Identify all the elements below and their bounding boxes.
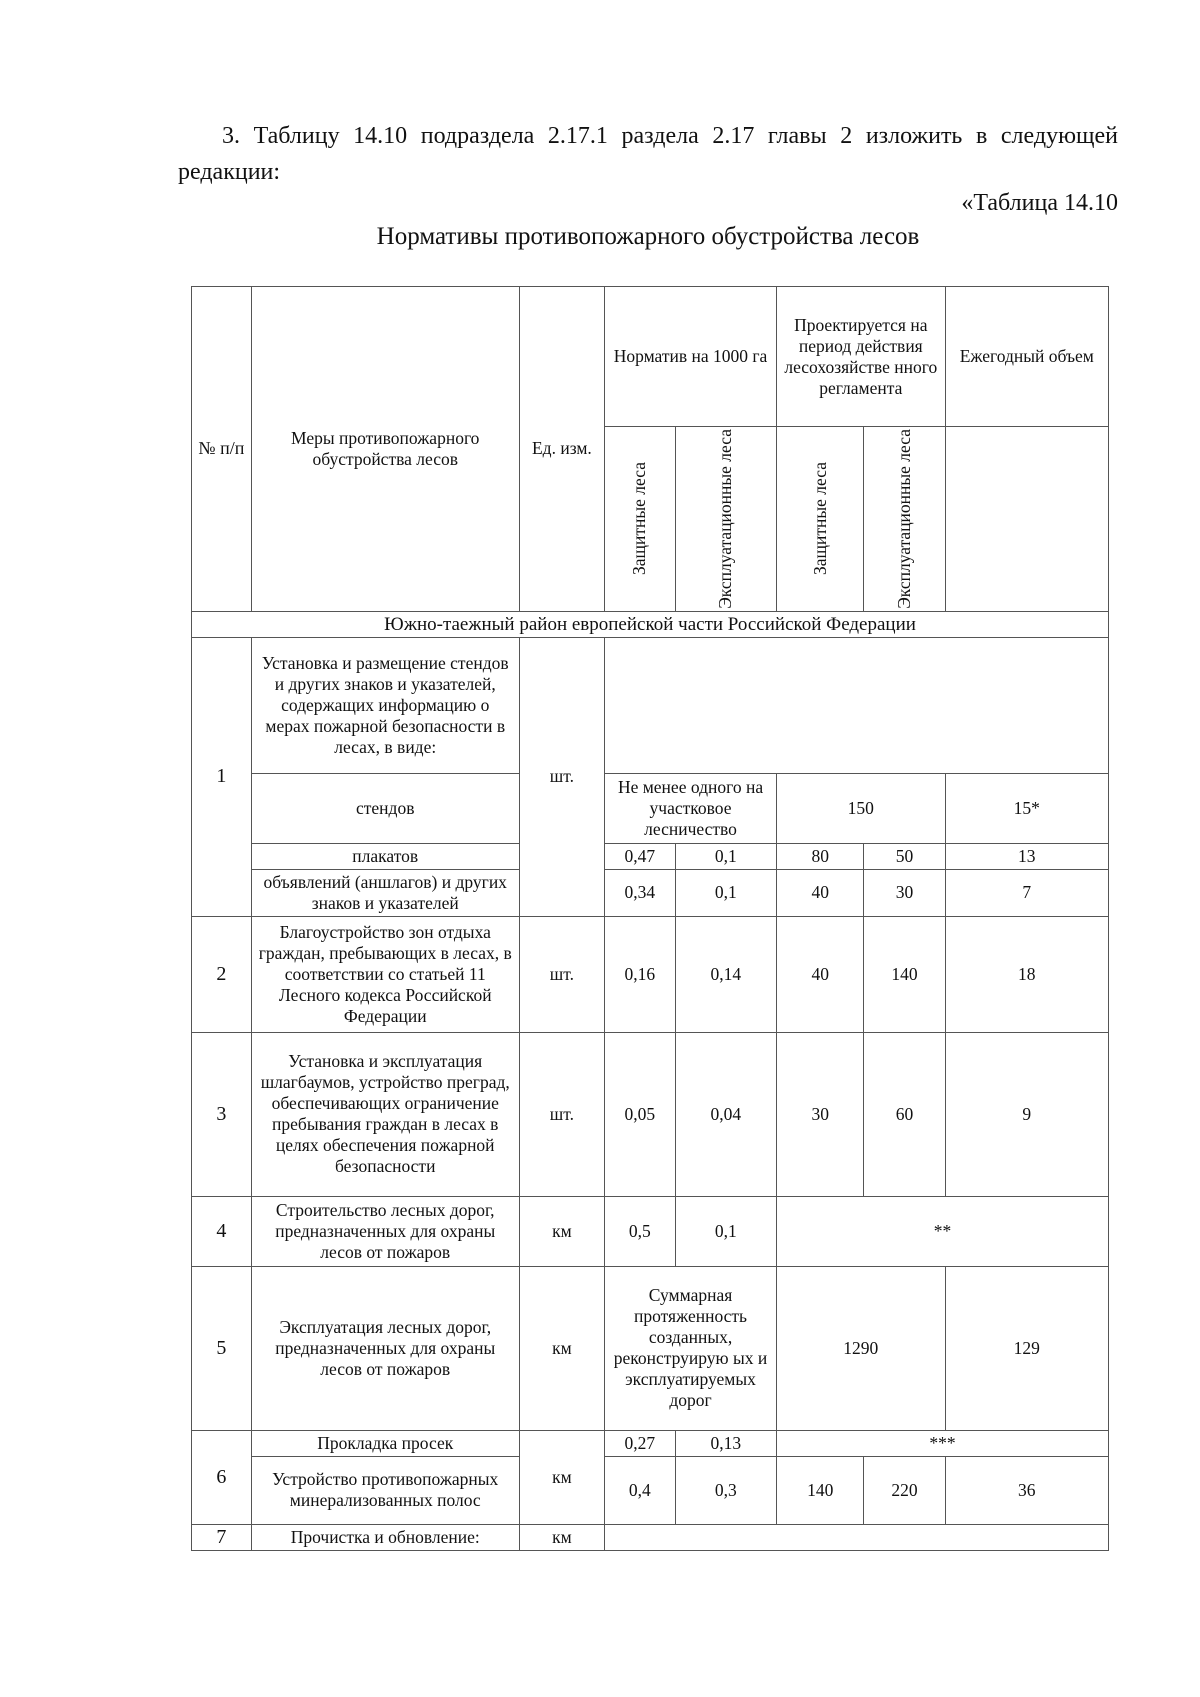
row-number: 7 [192, 1524, 252, 1550]
header-proj-exploitation: Эксплуатационные леса [864, 427, 945, 612]
row-norm-exploitation: 0,14 [675, 916, 776, 1032]
norms-table [191, 286, 1109, 1551]
row-norm-protective: 0,47 [605, 843, 675, 869]
row-annual: 13 [945, 843, 1108, 869]
row-proj-protective: 30 [776, 1032, 864, 1196]
row-annual: 9 [945, 1032, 1108, 1196]
table-row [192, 869, 1109, 916]
row-unit: км [519, 1196, 604, 1266]
row-measure: объявлений (аншлагов) и других знаков и указателей [251, 869, 519, 916]
row-proj-protective: 80 [776, 843, 864, 869]
row-norm: Не менее одного на участковое лесничество [605, 773, 777, 843]
row-norm-protective: 0,5 [605, 1196, 675, 1266]
row-measure: плакатов [251, 843, 519, 869]
header-norm-exploitation: Эксплуатационные леса [675, 427, 776, 612]
row-proj-exploitation: 220 [864, 1456, 945, 1524]
row-norm-exploitation: 0,1 [675, 869, 776, 916]
row-annual: 15* [945, 773, 1108, 843]
row-norm-exploitation: 0,04 [675, 1032, 776, 1196]
row-unit: шт. [519, 1032, 604, 1196]
intro-paragraph: 3. Таблицу 14.10 подраздела 2.17.1 раздела 2.17 главы 2 изложить в следующей редакции: [178, 123, 1118, 185]
row-measure: Благоустройство зон отдыха граждан, пребывающих в лесах, в соответствии со статьей 11 Лесного кодекса Российской Федерации [251, 916, 519, 1032]
row-footnote-mark: *** [776, 1430, 1108, 1456]
row-measure: стендов [251, 773, 519, 843]
row-projected: 1290 [776, 1266, 945, 1430]
region-row [192, 611, 1109, 637]
header-projected: Проектируется на период действия лесохозяйстве нного регламента [776, 287, 945, 427]
row-number: 1 [192, 637, 252, 916]
row-measure: Прочистка и обновление: [251, 1524, 519, 1550]
row-proj-exploitation: 60 [864, 1032, 945, 1196]
table-row [192, 1266, 1109, 1430]
table-row [192, 1032, 1109, 1196]
region-name: Южно-таежный район европейской части Российской Федерации [192, 611, 1109, 637]
row-unit: км [519, 1266, 604, 1430]
row-measure: Установка и размещение стендов и других знаков и указателей, содержащих информацию о мерах пожарной безопасности в лесах, в виде: [251, 637, 519, 773]
row-empty [605, 1524, 1109, 1550]
row-norm-protective: 0,4 [605, 1456, 675, 1524]
table-label: «Таблица 14.10 [961, 190, 1118, 216]
row-proj-protective: 140 [776, 1456, 864, 1524]
row-number: 5 [192, 1266, 252, 1430]
table-row [192, 637, 1109, 773]
row-empty [605, 637, 1109, 773]
table-title: Нормативы противопожарного обустройства лесов [376, 223, 920, 250]
row-norm-protective: 0,16 [605, 916, 675, 1032]
table-row [192, 1196, 1109, 1266]
table-row [192, 773, 1109, 843]
row-measure: Эксплуатация лесных дорог, предназначенных для охраны лесов от пожаров [251, 1266, 519, 1430]
row-norm-exploitation: 0,3 [675, 1456, 776, 1524]
row-proj-protective: 40 [776, 916, 864, 1032]
row-number: 2 [192, 916, 252, 1032]
header-norm-protective: Защитные леса [605, 427, 675, 612]
row-annual: 7 [945, 869, 1108, 916]
table-row [192, 1456, 1109, 1524]
row-annual: 36 [945, 1456, 1108, 1524]
row-number: 4 [192, 1196, 252, 1266]
header-row-1 [192, 287, 1109, 427]
table-row [192, 1524, 1109, 1550]
header-measures: Меры противопожарного обустройства лесов [251, 287, 519, 612]
table-row [192, 1430, 1109, 1456]
row-norm-protective: 0,27 [605, 1430, 675, 1456]
header-num: № п/п [192, 287, 252, 612]
row-norm-protective: 0,05 [605, 1032, 675, 1196]
row-footnote-mark: ** [776, 1196, 1108, 1266]
row-number: 3 [192, 1032, 252, 1196]
row-measure: Прокладка просек [251, 1430, 519, 1456]
table-row [192, 843, 1109, 869]
row-annual: 18 [945, 916, 1108, 1032]
header-annual: Ежегодный объем [945, 287, 1108, 427]
row-norm-protective: 0,34 [605, 869, 675, 916]
row-proj-exploitation: 50 [864, 843, 945, 869]
table-row [192, 916, 1109, 1032]
row-unit: шт. [519, 637, 604, 916]
row-unit: км [519, 1430, 604, 1524]
row-measure: Установка и эксплуатация шлагбаумов, устройство преград, обеспечивающих ограничение пребывания граждан в лесах в целях обеспечения пожарной безопасности [251, 1032, 519, 1196]
header-proj-protective: Защитные леса [776, 427, 864, 612]
row-measure: Строительство лесных дорог, предназначенных для охраны лесов от пожаров [251, 1196, 519, 1266]
row-projected: 150 [776, 773, 945, 843]
header-norm: Норматив на 1000 га [605, 287, 777, 427]
row-norm-exploitation: 0,1 [675, 1196, 776, 1266]
row-proj-exploitation: 30 [864, 869, 945, 916]
row-proj-exploitation: 140 [864, 916, 945, 1032]
row-measure: Устройство противопожарных минерализованных полос [251, 1456, 519, 1524]
header-unit: Ед. изм. [519, 287, 604, 612]
header-annual-empty [945, 427, 1108, 612]
row-norm-exploitation: 0,13 [675, 1430, 776, 1456]
row-unit: км [519, 1524, 604, 1550]
row-norm: Суммарная протяженность созданных, реконструирую ых и эксплуатируемых дорог [605, 1266, 777, 1430]
row-norm-exploitation: 0,1 [675, 843, 776, 869]
row-annual: 129 [945, 1266, 1108, 1430]
row-unit: шт. [519, 916, 604, 1032]
row-number: 6 [192, 1430, 252, 1524]
row-proj-protective: 40 [776, 869, 864, 916]
